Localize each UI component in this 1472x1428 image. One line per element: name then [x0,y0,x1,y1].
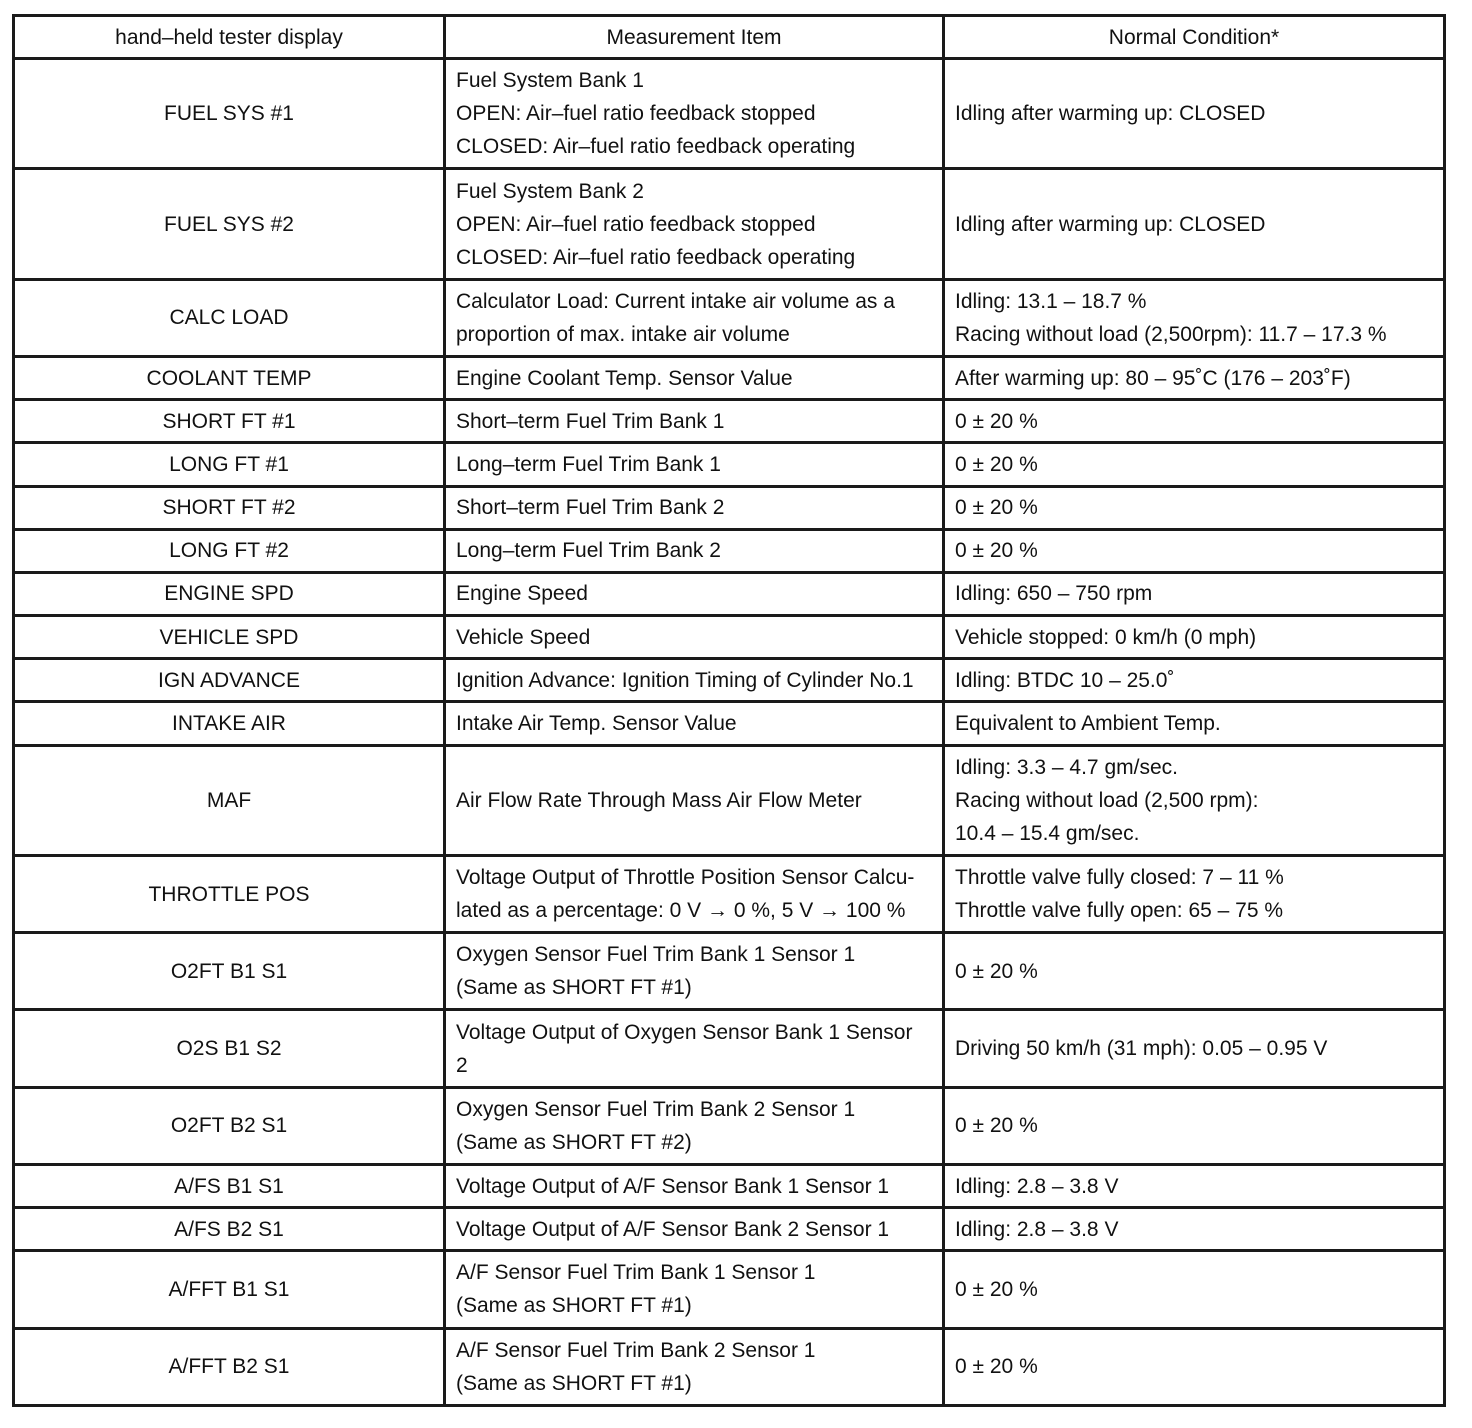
measurement-item-line: Short–term Fuel Trim Bank 2 [456,496,725,520]
normal-condition-line: Idling: 650 – 750 rpm [955,582,1153,606]
table-row [14,616,1445,659]
tester-display-cell: A/FS B2 S1 [14,1208,445,1251]
table-row [14,59,1445,169]
tester-display-cell: THROTTLE POS [14,855,445,932]
measurement-item-cell [445,659,944,702]
tester-display-cell: CALC LOAD [14,279,445,356]
measurement-item-line: (Same as SHORT FT #1) [456,1371,692,1395]
tester-display-cell: A/FFT B1 S1 [14,1251,445,1328]
tester-display-cell: COOLANT TEMP [14,357,445,400]
measurement-item-line: OPEN: Air–fuel ratio feedback stopped [456,102,816,126]
normal-condition-cell [944,529,1445,572]
table-row [14,443,1445,486]
measurement-item-cell [445,279,944,356]
measurement-item-line: (Same as SHORT FT #2) [456,1130,692,1154]
measurement-item-line: Voltage Output of A/F Sensor Bank 1 Sensor 1 [456,1174,890,1198]
normal-condition-line: Idling after warming up: CLOSED [955,212,1266,236]
normal-condition-cell [944,169,1445,279]
normal-condition-cell [944,616,1445,659]
normal-condition-line: Idling: 3.3 – 4.7 gm/sec. [955,755,1178,779]
tester-display-cell: A/FFT B2 S1 [14,1328,445,1405]
table-row [14,572,1445,615]
normal-condition-cell [944,745,1445,855]
normal-condition-cell [944,933,1445,1010]
tester-display-cell: O2S B1 S2 [14,1010,445,1087]
table-row [14,745,1445,855]
measurement-item-line: Engine Speed [456,582,588,606]
tester-display-cell: O2FT B2 S1 [14,1087,445,1164]
header-tester-display: hand–held tester display [14,16,445,59]
normal-condition-cell [944,1251,1445,1328]
measurement-item-line: Engine Coolant Temp. Sensor Value [456,366,793,390]
measurement-item-cell [445,1208,944,1251]
normal-condition-line: 0 ± 20 % [955,1277,1038,1301]
table-row [14,855,1445,932]
measurement-item-cell [445,1010,944,1087]
measurement-item-line: Fuel System Bank 1 [456,69,644,93]
measurement-item-cell [445,933,944,1010]
normal-condition-line: 0 ± 20 % [955,959,1038,983]
normal-condition-line: Racing without load (2,500rpm): 11.7 – 17.3 % [955,322,1387,346]
measurement-item-line: (Same as SHORT FT #1) [456,976,692,1000]
data-list-table [12,14,1446,1407]
normal-condition-cell [944,279,1445,356]
normal-condition-line: Driving 50 km/h (31 mph): 0.05 – 0.95 V [955,1037,1328,1061]
measurement-item-cell [445,443,944,486]
tester-display-cell: FUEL SYS #2 [14,169,445,279]
header-row [14,16,1445,59]
normal-condition-cell [944,1165,1445,1208]
normal-condition-cell [944,443,1445,486]
measurement-item-cell [445,59,944,169]
measurement-item-line: Ignition Advance: Ignition Timing of Cylinder No.1 [456,668,914,692]
measurement-item-line: (Same as SHORT FT #1) [456,1294,692,1318]
measurement-item-line: Voltage Output of Throttle Position Sensor Calcu- [456,866,915,890]
measurement-item-line: Short–term Fuel Trim Bank 1 [456,409,725,433]
normal-condition-cell [944,1328,1445,1405]
table-row [14,1010,1445,1087]
measurement-item-line: Fuel System Bank 2 [456,179,644,203]
normal-condition-line: Vehicle stopped: 0 km/h (0 mph) [955,625,1257,649]
measurement-item-line: Voltage Output of Oxygen Sensor Bank 1 Sensor [456,1020,913,1044]
table-row [14,400,1445,443]
measurement-item-line: lated as a percentage: 0 V → 0 %, 5 V → 100 % [456,899,906,923]
measurement-item-line: Oxygen Sensor Fuel Trim Bank 2 Sensor 1 [456,1097,856,1121]
table-row [14,1087,1445,1164]
normal-condition-line: Idling: 13.1 – 18.7 % [955,289,1147,313]
table-row [14,279,1445,356]
measurement-item-line: CLOSED: Air–fuel ratio feedback operating [456,135,856,159]
table-row [14,933,1445,1010]
measurement-item-line: Calculator Load: Current intake air volume as a [456,289,895,313]
measurement-item-cell [445,1328,944,1405]
measurement-item-line: CLOSED: Air–fuel ratio feedback operating [456,245,856,269]
tester-display-cell: O2FT B1 S1 [14,933,445,1010]
normal-condition-line: 0 ± 20 % [955,539,1038,563]
normal-condition-line: Equivalent to Ambient Temp. [955,711,1221,735]
measurement-item-line: Voltage Output of A/F Sensor Bank 2 Sensor 1 [456,1217,890,1241]
measurement-item-cell [445,169,944,279]
normal-condition-line: 0 ± 20 % [955,496,1038,520]
table-row [14,1165,1445,1208]
normal-condition-line: After warming up: 80 – 95˚C (176 – 203˚F) [955,366,1351,390]
tester-display-cell: ENGINE SPD [14,572,445,615]
normal-condition-cell [944,1087,1445,1164]
normal-condition-cell [944,400,1445,443]
normal-condition-line: Throttle valve fully open: 65 – 75 % [955,899,1284,923]
measurement-item-line: Long–term Fuel Trim Bank 1 [456,452,721,476]
normal-condition-cell [944,1208,1445,1251]
table-row [14,529,1445,572]
normal-condition-line: Throttle valve fully closed: 7 – 11 % [955,866,1284,890]
normal-condition-cell [944,59,1445,169]
tester-display-cell: VEHICLE SPD [14,616,445,659]
measurement-item-line: Oxygen Sensor Fuel Trim Bank 1 Sensor 1 [456,943,856,967]
measurement-item-cell [445,745,944,855]
normal-condition-line: 0 ± 20 % [955,409,1038,433]
table-row [14,702,1445,745]
measurement-item-cell [445,486,944,529]
tester-display-cell: LONG FT #1 [14,443,445,486]
tester-display-cell: MAF [14,745,445,855]
measurement-item-cell [445,572,944,615]
measurement-item-line: proportion of max. intake air volume [456,322,790,346]
table-row [14,357,1445,400]
measurement-item-line: 2 [456,1053,468,1077]
normal-condition-line: 10.4 – 15.4 gm/sec. [955,821,1140,845]
measurement-item-cell [445,1251,944,1328]
table-row [14,486,1445,529]
tester-display-cell: LONG FT #2 [14,529,445,572]
measurement-item-cell [445,1087,944,1164]
table-row [14,1251,1445,1328]
normal-condition-line: Idling after warming up: CLOSED [955,102,1266,126]
normal-condition-line: 0 ± 20 % [955,1114,1038,1138]
measurement-item-cell [445,400,944,443]
normal-condition-cell [944,1010,1445,1087]
tester-display-cell: FUEL SYS #1 [14,59,445,169]
normal-condition-cell [944,486,1445,529]
normal-condition-line: 0 ± 20 % [955,452,1038,476]
tester-display-cell: A/FS B1 S1 [14,1165,445,1208]
normal-condition-cell [944,572,1445,615]
measurement-item-line: Vehicle Speed [456,625,591,649]
measurement-item-cell [445,1165,944,1208]
measurement-item-cell [445,616,944,659]
normal-condition-line: 0 ± 20 % [955,1355,1038,1379]
measurement-item-cell [445,702,944,745]
normal-condition-line: Idling: BTDC 10 – 25.0˚ [955,668,1175,692]
normal-condition-cell [944,855,1445,932]
normal-condition-cell [944,357,1445,400]
measurement-item-line: Long–term Fuel Trim Bank 2 [456,539,721,563]
table-row [14,1208,1445,1251]
measurement-item-cell [445,357,944,400]
table-body [14,59,1445,1406]
tester-display-cell: SHORT FT #2 [14,486,445,529]
measurement-item-line: Intake Air Temp. Sensor Value [456,711,737,735]
tester-display-cell: INTAKE AIR [14,702,445,745]
measurement-item-line: A/F Sensor Fuel Trim Bank 1 Sensor 1 [456,1261,816,1285]
measurement-item-cell [445,529,944,572]
normal-condition-cell [944,659,1445,702]
normal-condition-line: Idling: 2.8 – 3.8 V [955,1174,1119,1198]
measurement-item-line: Air Flow Rate Through Mass Air Flow Meter [456,788,862,812]
table-row [14,1328,1445,1405]
measurement-item-line: OPEN: Air–fuel ratio feedback stopped [456,212,816,236]
header-normal-condition: Normal Condition* [944,16,1445,59]
table-row [14,169,1445,279]
header-measurement-item: Measurement Item [445,16,944,59]
table-row [14,659,1445,702]
measurement-item-cell [445,855,944,932]
tester-display-cell: IGN ADVANCE [14,659,445,702]
normal-condition-line: Racing without load (2,500 rpm): [955,788,1259,812]
normal-condition-line: Idling: 2.8 – 3.8 V [955,1217,1119,1241]
normal-condition-cell [944,702,1445,745]
tester-display-cell: SHORT FT #1 [14,400,445,443]
measurement-item-line: A/F Sensor Fuel Trim Bank 2 Sensor 1 [456,1338,816,1362]
